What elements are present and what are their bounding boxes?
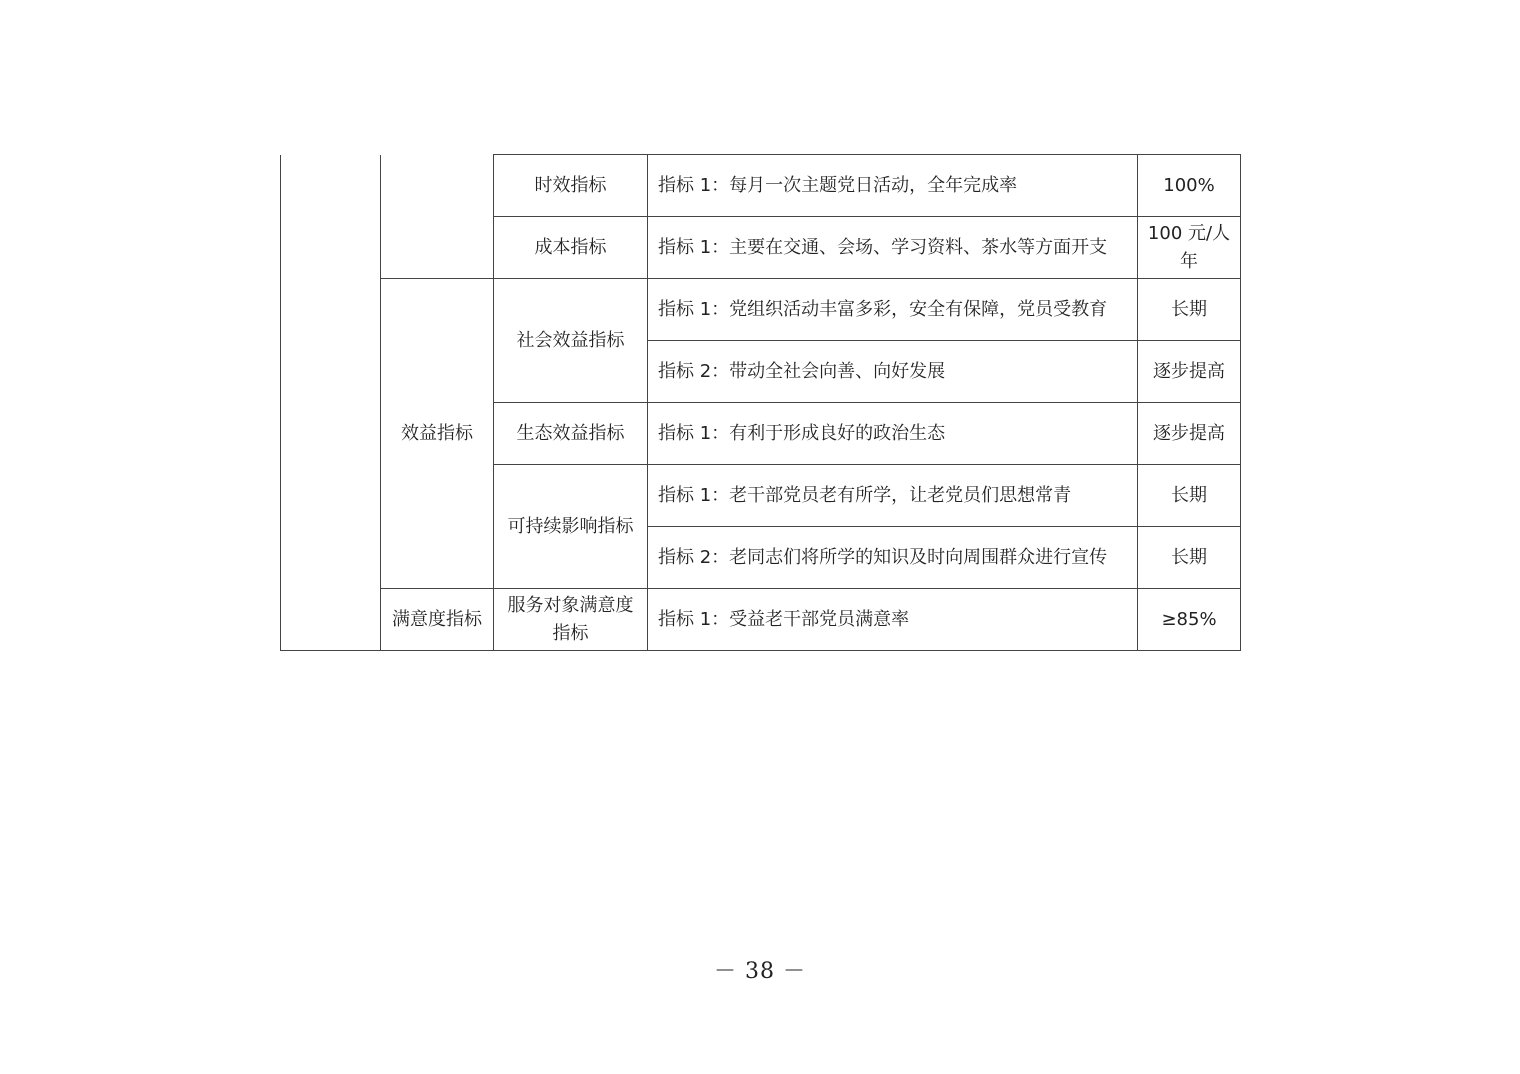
page-number: － 38 －	[714, 959, 806, 984]
table-row	[281, 155, 1241, 217]
indicator-value: 逐步提高	[1138, 403, 1241, 465]
indicator-description: 指标 1：老干部党员老有所学，让老党员们思想常青	[648, 465, 1138, 527]
table-row	[281, 589, 1241, 651]
indicator-description: 指标 2：带动全社会向善、向好发展	[648, 341, 1138, 403]
level3-cell: 生态效益指标	[494, 403, 648, 465]
level2-cell: 满意度指标	[381, 589, 494, 651]
indicator-description: 指标 1：有利于形成良好的政治生态	[648, 403, 1138, 465]
level3-cell: 成本指标	[494, 217, 648, 279]
table-row	[281, 279, 1241, 341]
indicator-value: ≥85%	[1138, 589, 1241, 651]
indicator-description: 指标 1：每月一次主题党日活动，全年完成率	[648, 155, 1138, 217]
indicator-value: 100 元/人年	[1138, 217, 1241, 279]
indicator-description: 指标 1：党组织活动丰富多彩，安全有保障，党员受教育	[648, 279, 1138, 341]
level3-cell: 社会效益指标	[494, 279, 648, 403]
level3-cell: 服务对象满意度指标	[494, 589, 648, 651]
level1-cell	[281, 155, 381, 651]
indicator-description: 指标 2：老同志们将所学的知识及时向周围群众进行宣传	[648, 527, 1138, 589]
indicator-value: 100%	[1138, 155, 1241, 217]
indicator-value: 长期	[1138, 527, 1241, 589]
indicator-description: 指标 1：受益老干部党员满意率	[648, 589, 1138, 651]
indicator-value: 逐步提高	[1138, 341, 1241, 403]
level2-cell: 效益指标	[381, 279, 494, 589]
level3-cell: 可持续影响指标	[494, 465, 648, 589]
indicator-description: 指标 1：主要在交通、会场、学习资料、茶水等方面开支	[648, 217, 1138, 279]
indicator-value: 长期	[1138, 465, 1241, 527]
level3-cell: 时效指标	[494, 155, 648, 217]
level2-cell	[381, 155, 494, 279]
performance-indicator-table	[280, 154, 1241, 651]
indicator-value: 长期	[1138, 279, 1241, 341]
